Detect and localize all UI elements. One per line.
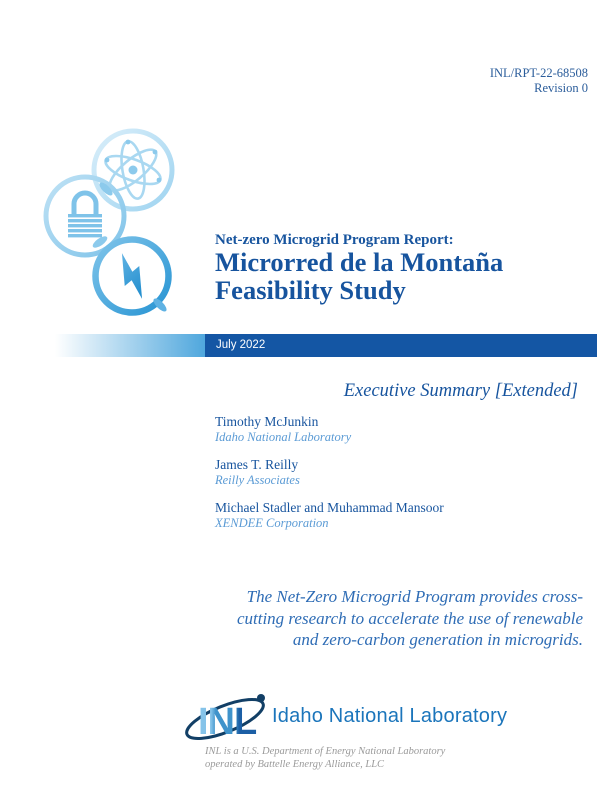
author-name: Michael Stadler and Muhammad Mansoor [215,500,444,515]
footer-disclaimer [205,745,445,771]
author-affiliation: Idaho National Laboratory [215,430,352,444]
author-name: Timothy McJunkin [215,414,319,429]
inl-logo-acronym: INL [198,701,257,743]
report-kicker: Net-zero Microgrid Program Report: [215,232,454,248]
inl-logo [185,689,269,743]
author-entry [215,413,444,445]
footer-line1: INL is a U.S. Department of Energy National Laboratory [205,746,446,757]
program-icon-cluster [40,126,212,322]
program-mission-statement: The Net-Zero Microgrid Program provides cross-cutting research to accelerate the use of renewable and zero-carbon generation in microgrids. [236,587,583,649]
report-revision: Revision 0 [534,80,588,95]
report-title-line2: Feasibility Study [215,274,406,305]
report-subtitle: Executive Summary [Extended] [343,381,578,401]
date-bar [205,334,597,357]
report-date: July 2022 [216,339,266,351]
author-list [215,413,444,542]
atom-icon [94,131,172,209]
date-bar-gradient [55,334,205,357]
author-affiliation: Reilly Associates [215,473,300,487]
author-entry [215,499,444,531]
author-name: James T. Reilly [215,457,299,472]
footer-line2: operated by Battelle Energy Alliance, LLC [205,759,385,770]
author-entry [215,456,444,488]
report-title [215,249,503,304]
report-title-line1: Microrred de la Montaña [215,247,504,277]
report-number: INL/RPT-22-68508 [489,66,588,80]
inl-logo-wordmark: Idaho National Laboratory [272,705,508,727]
report-id-block [490,66,588,95]
author-affiliation: XENDEE Corporation [215,516,329,530]
